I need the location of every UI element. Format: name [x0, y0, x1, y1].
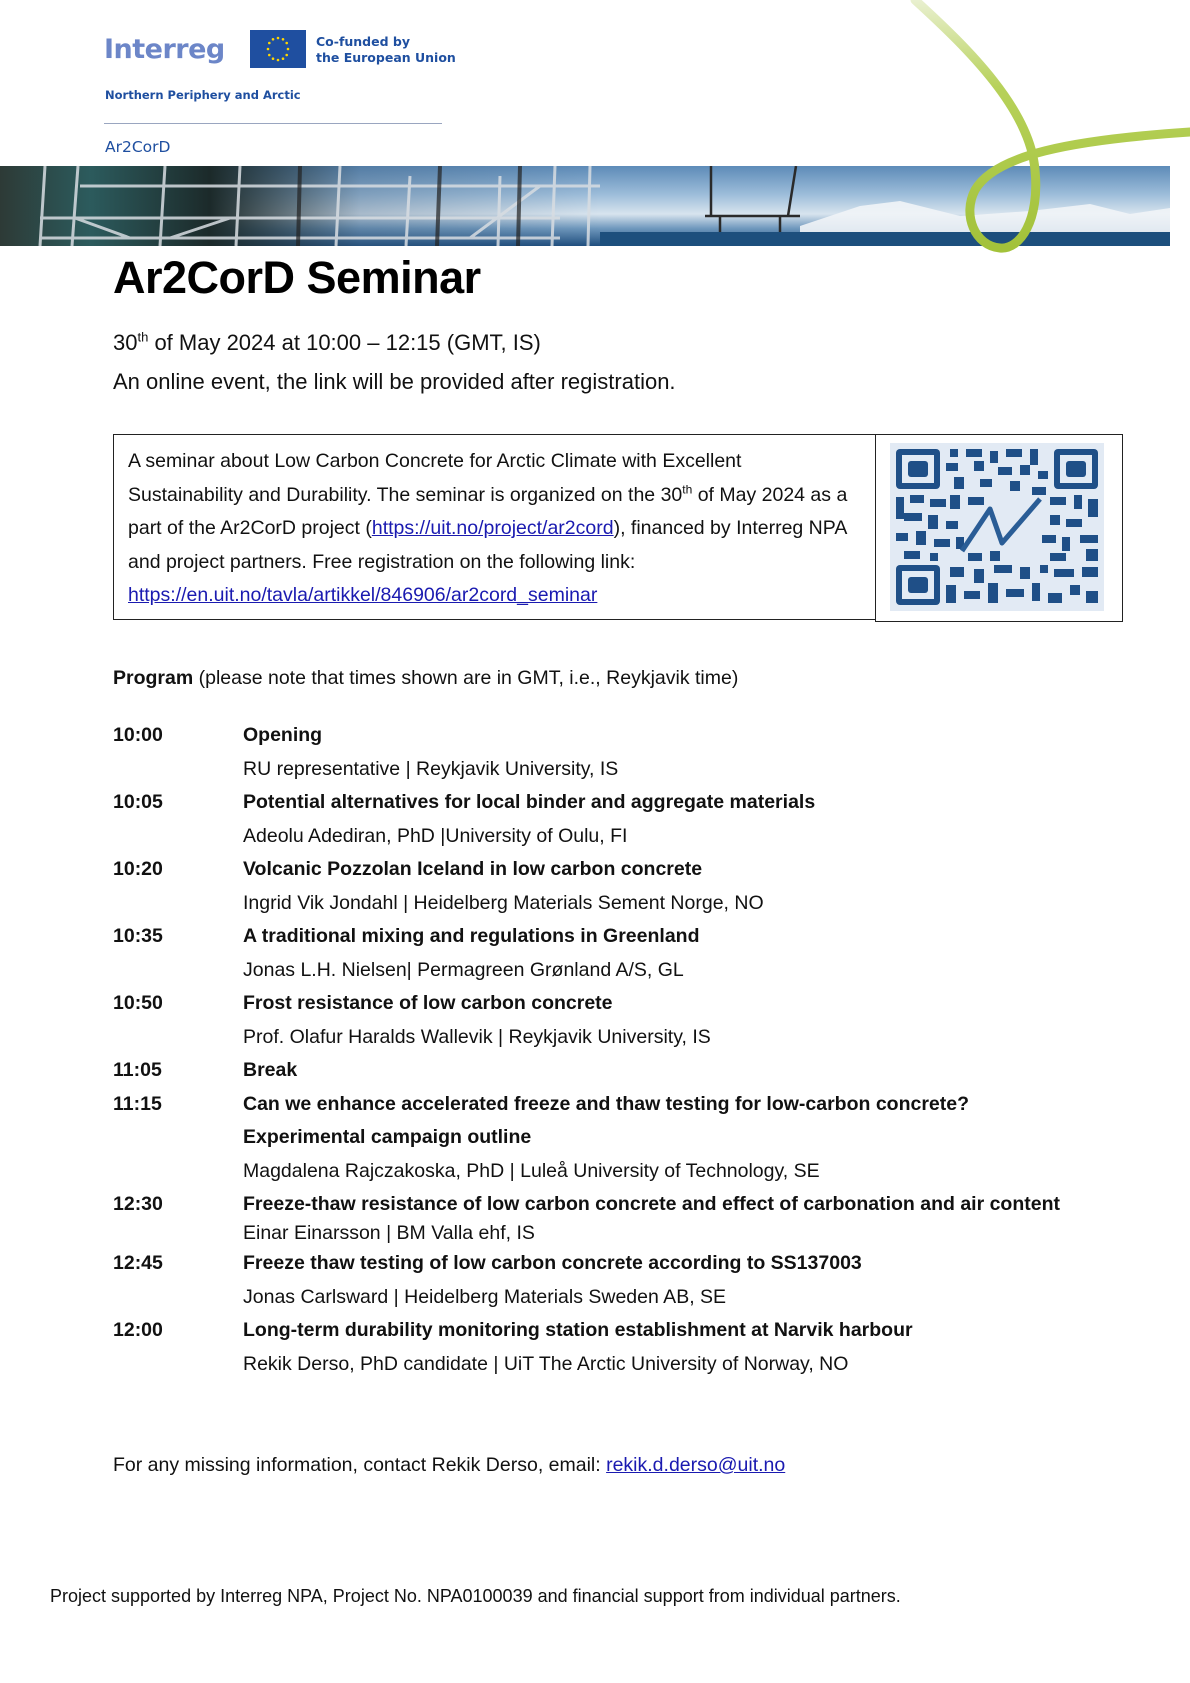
program-speaker: Einar Einarsson | BM Valla ehf, IS	[243, 1222, 535, 1244]
program-speaker: Jonas L.H. Nielsen| Permagreen Grønland A/S, GL	[243, 958, 684, 981]
program-time: 10:20	[113, 858, 163, 880]
program-speaker: RU representative | Reykjavik University, IS	[243, 757, 619, 780]
description-part-3: ), financed by Interreg NPA and project partners. Free registration on the following link:	[128, 517, 847, 573]
program-item	[113, 1247, 1073, 1314]
date-day: 30	[113, 330, 138, 355]
registration-link[interactable]: https://en.uit.no/tavla/artikkel/846906/ar2cord_seminar	[128, 584, 598, 606]
banner-illustration	[0, 166, 1170, 246]
program-speaker: Prof. Olafur Haralds Wallevik | Reykjavik University, IS	[243, 1025, 711, 1048]
program-title: Volcanic Pozzolan Iceland in low carbon concrete	[243, 858, 703, 880]
online-note: An online event, the link will be provided after registration.	[113, 369, 676, 394]
program-title-continued: Experimental campaign outline	[243, 1126, 532, 1148]
program-speaker: Ingrid Vik Jondahl | Heidelberg Materials Sement Norge, NO	[243, 891, 764, 914]
eu-flag-icon	[250, 30, 306, 68]
program-title: Freeze thaw testing of low carbon concrete according to SS137003	[243, 1252, 862, 1274]
program-item	[113, 987, 1073, 1054]
interreg-logo: Interreg	[104, 34, 225, 65]
description-text	[128, 445, 861, 613]
program-heading	[113, 667, 738, 690]
program-heading-label: Program	[113, 667, 194, 689]
program-speaker: Adeolu Adediran, PhD |University of Oulu, FI	[243, 824, 628, 847]
qr-box	[875, 434, 1123, 622]
project-name: Ar2CorD	[105, 138, 171, 156]
program-item	[113, 1088, 1073, 1189]
event-date	[113, 330, 541, 356]
cofunded-line-2: the European Union	[316, 50, 456, 65]
page-title: Ar2CorD Seminar	[113, 252, 481, 303]
program-schedule	[113, 719, 1073, 1381]
program-time: 10:05	[113, 791, 163, 813]
contact-email-link[interactable]: rekik.d.derso@uit.no	[606, 1454, 786, 1476]
date-details: of May 2024 at 10:00 – 12:15 (GMT, IS)	[148, 330, 541, 355]
program-title: Frost resistance of low carbon concrete	[243, 992, 613, 1014]
program-time: 10:00	[113, 724, 163, 746]
cofunded-line-1: Co-funded by	[316, 34, 411, 49]
project-link[interactable]: https://uit.no/project/ar2cord	[371, 517, 614, 539]
program-title: Opening	[243, 724, 323, 746]
program-title: Long-term durability monitoring station establishment at Narvik harbour	[243, 1319, 913, 1341]
program-speaker: Magdalena Rajczakoska, PhD | Luleå University of Technology, SE	[243, 1159, 820, 1182]
program-title: Freeze-thaw resistance of low carbon concrete and effect of carbonation and air content	[243, 1193, 1061, 1215]
program-title: Can we enhance accelerated freeze and thaw testing for low-carbon concrete?	[243, 1092, 970, 1115]
program-speaker: Rekik Derso, PhD candidate | UiT The Arctic University of Norway, NO	[243, 1352, 849, 1375]
description-ordinal: th	[682, 482, 693, 496]
description-part-2: of May 2024 as a part of the Ar2CorD project (	[128, 483, 848, 539]
qr-code-icon	[890, 443, 1104, 611]
program-title: Break	[243, 1059, 298, 1081]
header-divider	[104, 123, 442, 124]
program-item	[113, 1314, 1073, 1381]
program-title: Potential alternatives for local binder and aggregate materials	[243, 791, 816, 813]
program-time: 10:50	[113, 992, 163, 1014]
program-time: 11:15	[113, 1092, 162, 1115]
program-time: 12:00	[113, 1319, 163, 1341]
program-item	[113, 786, 1073, 853]
cofunded-label	[316, 34, 456, 66]
program-item-break	[113, 1054, 1073, 1088]
contact-text: For any missing information, contact Rekik Derso, email:	[113, 1454, 607, 1476]
program-speaker: Jonas Carlsward | Heidelberg Materials Sweden AB, SE	[243, 1285, 727, 1308]
program-item	[113, 719, 1073, 786]
program-title: A traditional mixing and regulations in Greenland	[243, 925, 700, 947]
program-time: 11:05	[113, 1059, 162, 1081]
program-time: 12:45	[113, 1252, 163, 1274]
program-item	[113, 853, 1073, 920]
contact-line	[113, 1454, 785, 1477]
program-name: Northern Periphery and Arctic	[105, 88, 301, 102]
description-box	[113, 434, 876, 620]
program-heading-note: (please note that times shown are in GMT, i.e., Reykjavik time)	[193, 667, 739, 689]
description-part-1: A seminar about Low Carbon Concrete for Arctic Climate with Excellent Sustainability and Durability. The seminar is organized on the 30	[128, 450, 742, 506]
footer-note: Project supported by Interreg NPA, Project No. NPA0100039 and financial support from individual partners.	[50, 1586, 901, 1606]
program-item	[113, 920, 1073, 987]
program-time: 12:30	[113, 1193, 163, 1215]
banner-image	[0, 166, 1170, 246]
program-item	[113, 1188, 1073, 1247]
date-ordinal: th	[137, 329, 149, 345]
program-time: 10:35	[113, 925, 163, 947]
